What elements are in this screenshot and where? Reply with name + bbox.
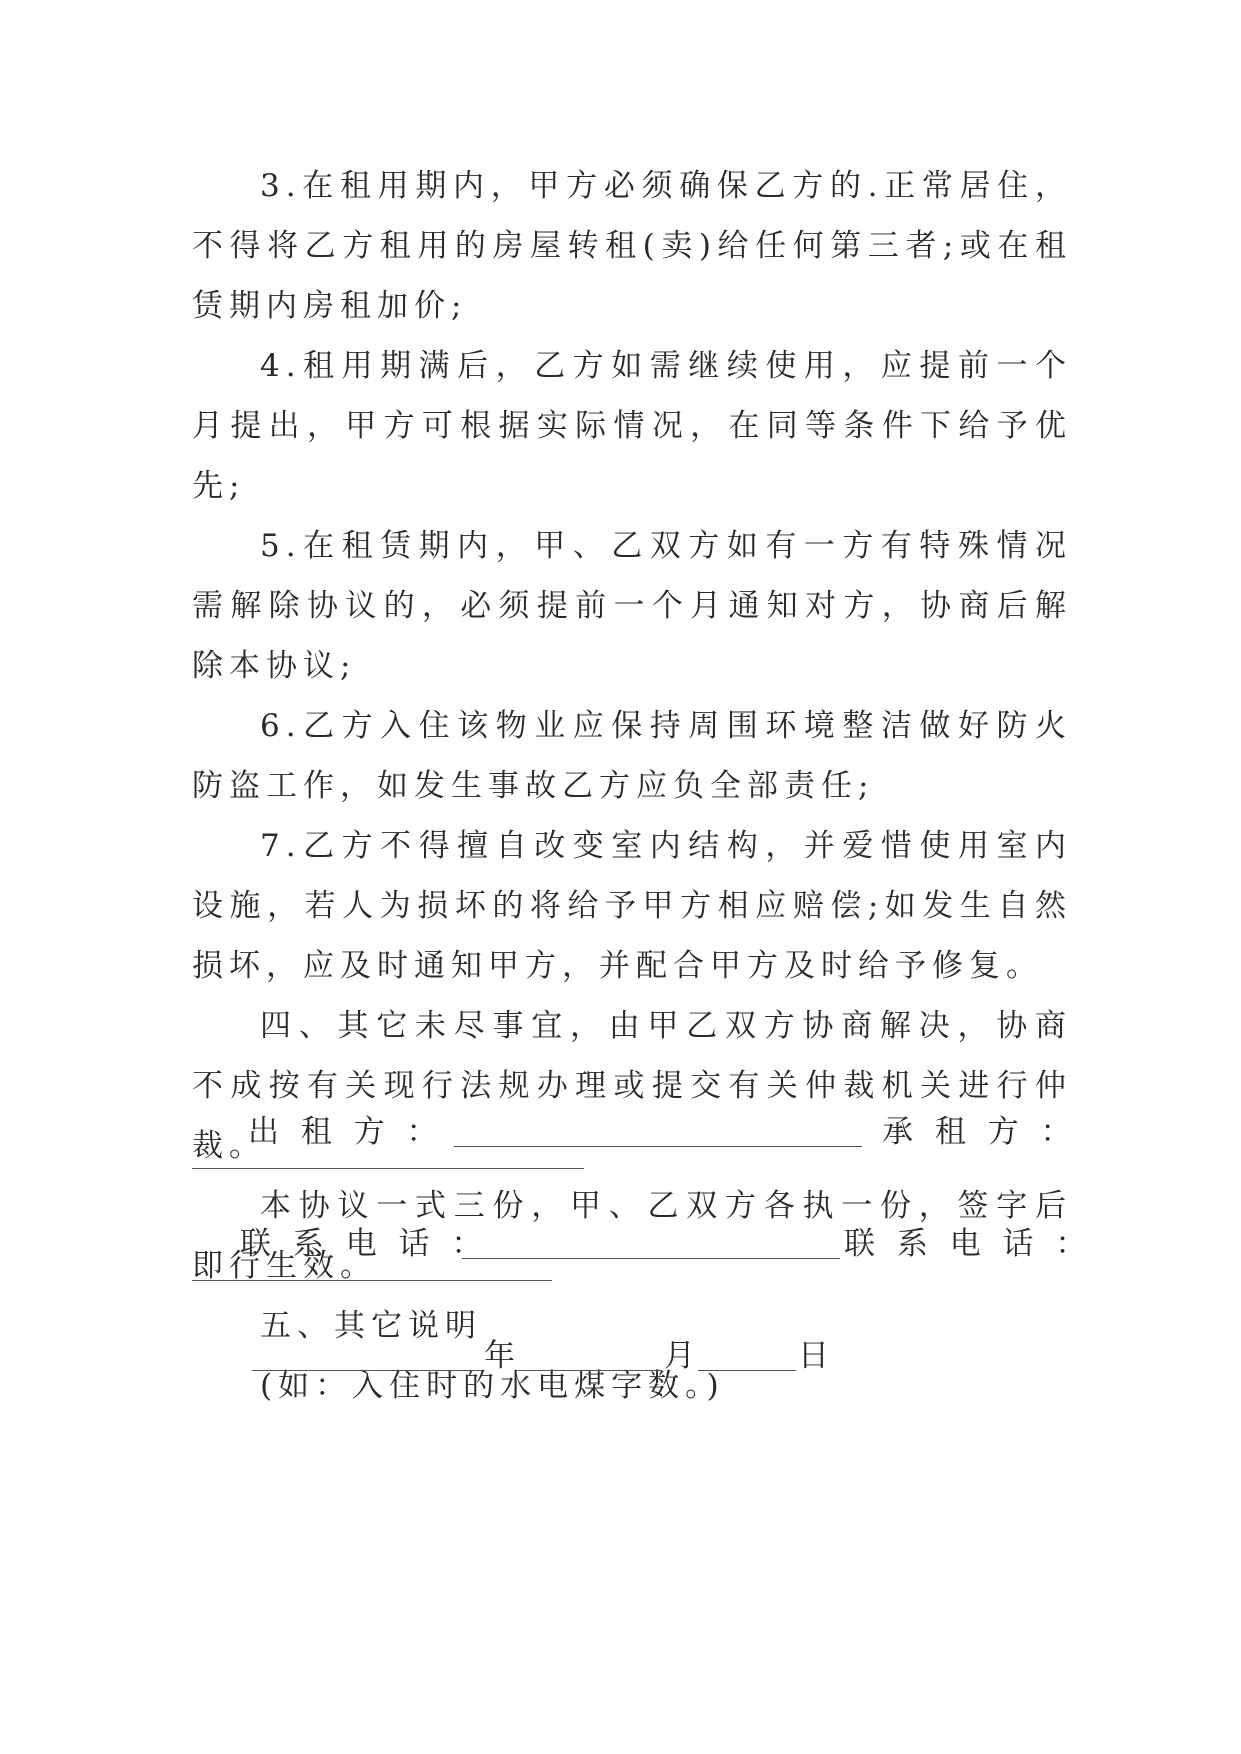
copies-clause: 本协议一式三份，甲、乙双方各执一份，签字后即行生效。 (192, 1188, 1072, 1284)
lessee-phone-line[interactable] (192, 1280, 552, 1281)
lessee-phone-label: 联 系 电 话 ： (844, 1226, 1093, 1262)
day-label: 日 (798, 1338, 835, 1374)
year-label: 年 (484, 1338, 521, 1374)
date-row (192, 1326, 1072, 1386)
lessor-label: 出 租 方 ： (248, 1114, 444, 1150)
signature-row (192, 1102, 1078, 1162)
year-line[interactable] (252, 1370, 482, 1371)
month-label: 月 (664, 1338, 701, 1374)
month-line[interactable] (518, 1370, 662, 1371)
section-five-note: (如：入住时的水电煤字数。) (260, 1368, 725, 1404)
day-line[interactable] (698, 1370, 796, 1371)
section-four: 四、其它未尽事宜，由甲乙双方协商解决，协商不成按有关现行法规办理或提交有关仲裁机关进行仲裁。 (192, 1008, 1072, 1164)
lessor-phone-line[interactable] (462, 1258, 840, 1259)
lessee-signature-line[interactable] (192, 1168, 584, 1169)
lessee-label: 承 租 方 ： (882, 1114, 1078, 1150)
clause-5: 5.在租赁期内，甲、乙双方如有一方有特殊情况需解除协议的，必须提前一个月通知对方，协商后解除本协议; (192, 528, 1072, 684)
phone-row (192, 1214, 1093, 1274)
clause-3: 3.在租用期内，甲方必须确保乙方的.正常居住，不得将乙方租用的房屋转租(卖)给任何第三者;或在租赁期内房租加价; (192, 168, 1072, 324)
section-five-heading: 五、其它说明 (260, 1308, 482, 1344)
clause-7: 7.乙方不得擅自改变室内结构，并爱惜使用室内设施，若人为损坏的将给予甲方相应赔偿;如发生自然损坏，应及时通知甲方，并配合甲方及时给予修复。 (192, 828, 1072, 984)
lessor-phone-label: 联 系 电 话 ： (240, 1226, 489, 1262)
lessor-signature-line[interactable] (454, 1146, 862, 1147)
clause-6: 6.乙方入住该物业应保持周围环境整洁做好防火防盗工作，如发生事故乙方应负全部责任; (192, 708, 1072, 804)
clause-4: 4.租用期满后，乙方如需继续使用，应提前一个月提出，甲方可根据实际情况，在同等条件下给予优先; (192, 348, 1072, 504)
